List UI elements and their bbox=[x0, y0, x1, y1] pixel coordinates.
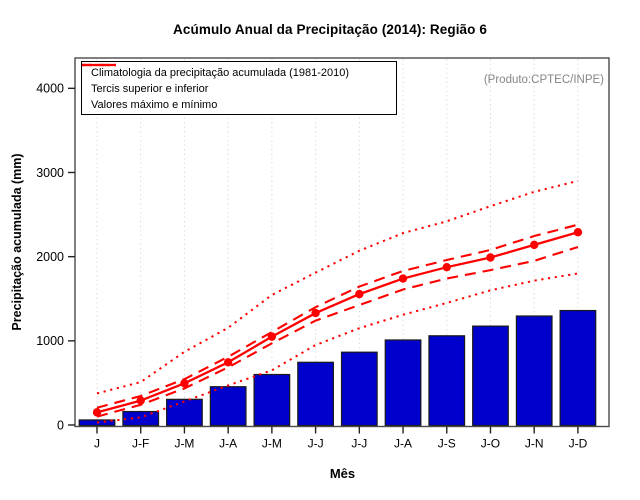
data-point bbox=[443, 263, 451, 271]
y-tick-label: 1000 bbox=[36, 334, 64, 349]
y-tick-label: 0 bbox=[57, 418, 64, 433]
dotted-line-icon bbox=[82, 62, 116, 68]
legend-label: Valores máximo e mínimo bbox=[91, 99, 218, 111]
bar bbox=[254, 374, 290, 425]
legend-item-maxmin bbox=[91, 97, 396, 113]
bar bbox=[560, 311, 596, 426]
x-tick-label: J-J bbox=[307, 436, 324, 451]
data-point bbox=[268, 332, 276, 340]
x-tick-label: J bbox=[94, 436, 100, 451]
y-axis-title: Precipitação acumulada (mm) bbox=[10, 153, 24, 331]
data-point bbox=[355, 290, 363, 298]
bar bbox=[167, 399, 203, 425]
legend-item-tercis bbox=[91, 81, 396, 97]
y-tick-label: 4000 bbox=[36, 81, 64, 96]
x-tick-label: J-J bbox=[351, 436, 368, 451]
data-point bbox=[311, 309, 319, 317]
bar bbox=[429, 336, 465, 426]
x-tick-label: J-M bbox=[174, 436, 195, 451]
x-tick-label: J-N bbox=[524, 436, 544, 451]
bar bbox=[210, 387, 246, 426]
x-tick-label: J-F bbox=[132, 436, 150, 451]
data-point bbox=[486, 253, 494, 261]
bar bbox=[385, 340, 421, 426]
x-tick-label: J-A bbox=[394, 436, 413, 451]
bar bbox=[516, 316, 552, 426]
x-tick-label: J-O bbox=[480, 436, 501, 451]
bar bbox=[342, 352, 378, 425]
chart-title: Acúmulo Anual da Precipitação (2014): Região 6 bbox=[173, 22, 487, 37]
data-point bbox=[574, 228, 582, 236]
x-tick-label: J-A bbox=[219, 436, 238, 451]
data-point bbox=[530, 241, 538, 249]
product-watermark: (Produto:CPTEC/INPE) bbox=[483, 74, 604, 86]
data-point bbox=[180, 379, 188, 387]
bar bbox=[298, 362, 334, 425]
data-point bbox=[137, 396, 145, 404]
data-point bbox=[93, 408, 101, 416]
y-tick-label: 3000 bbox=[36, 165, 64, 180]
bar bbox=[79, 420, 115, 426]
legend-box bbox=[81, 61, 397, 115]
legend-item-climatology bbox=[91, 65, 396, 81]
legend-label: Tercis superior e inferior bbox=[91, 83, 209, 95]
bar bbox=[123, 412, 159, 426]
x-axis-title: Mês bbox=[329, 466, 356, 481]
x-tick-label: J-S bbox=[437, 436, 456, 451]
x-tick-label: J-D bbox=[568, 436, 588, 451]
y-tick-label: 2000 bbox=[36, 249, 64, 264]
data-point bbox=[224, 358, 232, 366]
legend-label: Climatologia da precipitação acumulada (1981-2010) bbox=[91, 67, 350, 79]
data-point bbox=[399, 274, 407, 282]
bar bbox=[473, 326, 509, 425]
x-tick-label: J-M bbox=[261, 436, 282, 451]
